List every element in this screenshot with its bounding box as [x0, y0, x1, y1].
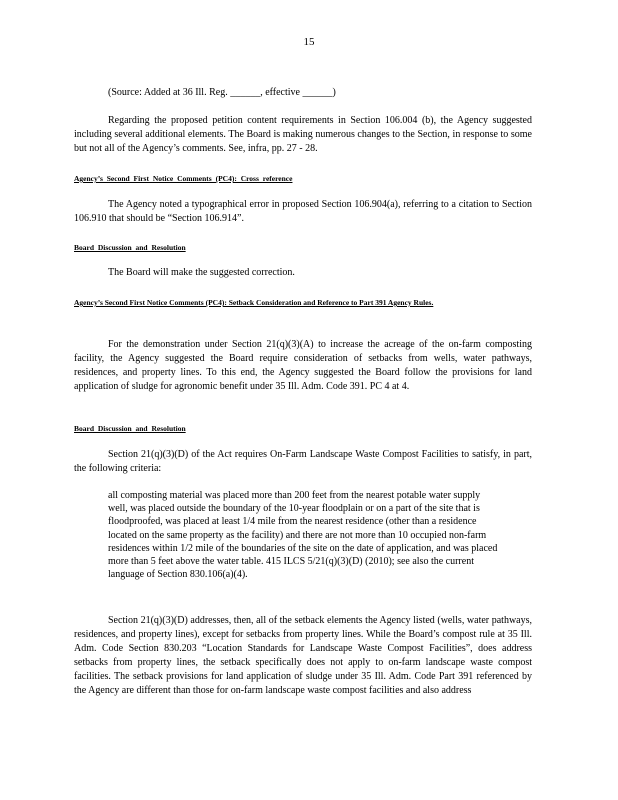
section-heading-board-discussion-2: Board Discussion and Resolution [74, 424, 186, 433]
paragraph-text: Section 21(q)(3)(D) of the Act requires On-Farm Landscape Waste Compost Facilities to satisfy, in part, the following criteria: [74, 449, 532, 474]
block-quote-statute: all composting material was placed more than 200 feet from the nearest potable water supply well, was placed outside the boundary of the 10-year floodplain or on a part of the site that is floodproofed, was placed at least 1/4 mile from the nearest residence (other than a residence located on the same property as the facility) and there are not more than 10 occupied non-farm residences within 1/2 mile of the boundaries of the site on the date of application, and was placed more than 5 feet above the water table. 415 ILCS 5/21(q)(3)(D) (2010); see also the current language of Section 830.106(a)(4). [108, 490, 498, 581]
paragraph-correction [74, 266, 532, 280]
section-heading-board-discussion-1: Board Discussion and Resolution [74, 243, 186, 252]
paragraph-petition-content [74, 114, 532, 156]
source-note: (Source: Added at 36 Ill. Reg. ______, effective ______) [108, 87, 336, 98]
section-heading-cross-reference: Agency’s Second First Notice Comments (PC4): Cross reference [74, 174, 293, 183]
paragraph-text: The Board will make the suggested correction. [108, 267, 295, 278]
page-number: 15 [303, 36, 315, 48]
paragraph-criteria-intro [74, 448, 532, 476]
paragraph-demonstration [74, 338, 532, 394]
paragraph-setback-elements [74, 614, 532, 698]
section-heading-setback-consideration: Agency’s Second First Notice Comments (PC4): Setback Consideration and Reference to Part 391 Agency Rules. [74, 298, 434, 307]
paragraph-text: Regarding the proposed petition content requirements in Section 106.004 (b), the Agency suggested including several additional elements. The Board is making numerous changes to the Section, in response to some but not all of the Agency’s comments. See, infra, pp. 27 - 28. [74, 115, 532, 154]
paragraph-text: Section 21(q)(3)(D) addresses, then, all of the setback elements the Agency listed (wells, water pathways, residences, and property lines), except for setbacks from property lines. While the Board’s compost rule at 35 Ill. Adm. Code Section 830.203 “Location Standards for Landscape Waste Compost Facilities”, does address setbacks from property lines, the setback specifically does not apply to on-farm landscape waste compost facilities. The setback provisions for land application of sludge under 35 Ill. Adm. Code Part 391 referenced by the Agency are different than those for on-farm landscape waste compost facilities and also address [74, 615, 532, 696]
paragraph-typographical-error [74, 198, 532, 226]
paragraph-text: The Agency noted a typographical error in proposed Section 106.904(a), referring to a citation to Section 106.910 that should be “Section 106.914”. [74, 199, 532, 224]
paragraph-text: For the demonstration under Section 21(q)(3)(A) to increase the acreage of the on-farm composting facility, the Agency suggested the Board require consideration of setbacks from wells, water pathways, residences, and property lines. To this end, the Agency suggested the Board follow the provisions for land application of sludge for agronomic benefit under 35 Ill. Adm. Code 391. PC 4 at 4. [74, 339, 532, 392]
